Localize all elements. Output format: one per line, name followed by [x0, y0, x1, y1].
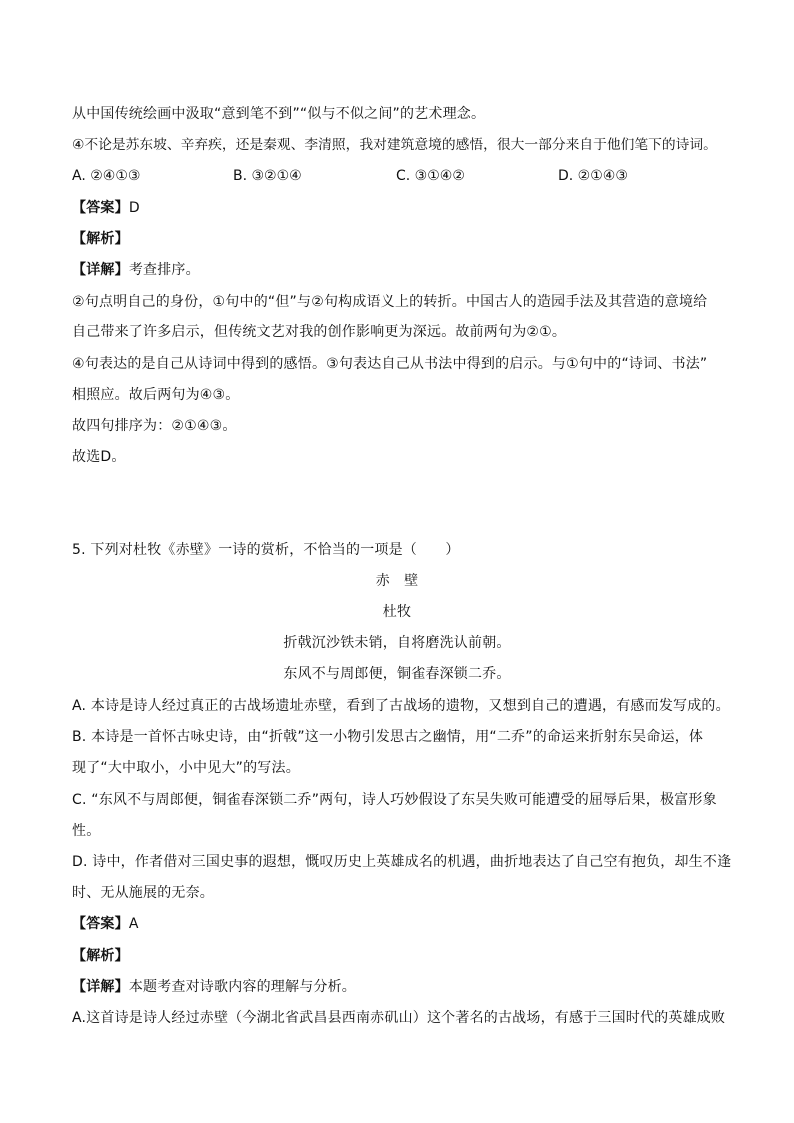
detail-tag: 【详解】: [72, 979, 129, 995]
detail-text: 本题考查对诗歌内容的理解与分析。: [128, 979, 357, 995]
q4-detail: [72, 260, 732, 280]
q5-option-d-cont: 时、无从施展的无奈。: [72, 885, 214, 901]
q4-answer: [72, 198, 732, 218]
q5-option-b-cont: 现了“大中取小，小中见大”的写法。: [72, 760, 300, 776]
poem-line: 折戟沉沙铁未销，自将磨洗认前朝。: [283, 635, 511, 651]
q4-detail-line: ②句点明自己的身份，①句中的“但”与②句构成语义上的转折。中国古人的造园手法及其营造的意境给: [72, 294, 708, 310]
detail-tag: 【详解】: [72, 262, 129, 278]
q5-option-b: B. 本诗是一首怀古咏史诗，由“折戟”这一小物引发思古之幽情，用“二乔”的命运来折射东吴命运，体: [72, 729, 704, 745]
q5-analysis-tag: 【解析】: [72, 948, 129, 964]
answer-tag: 【答案】: [72, 916, 129, 932]
q4-detail-line: 故选D。: [72, 449, 126, 465]
q4-text-line: ④不论是苏东坡、辛弃疾，还是秦观、李清照，我对建筑意境的感悟，很大一部分来自于他们笔下的诗词。: [72, 137, 717, 153]
q5-option-d: D. 诗中，作者借对三国史事的遐想，慨叹历史上英雄成名的机遇，曲折地表达了自己空有抱负，却生不逢: [72, 854, 732, 870]
q5-stem: 5. 下列对杜牧《赤壁》一诗的赏析，不恰当的一项是（ ）: [72, 542, 460, 558]
q5-option-a: A. 本诗是诗人经过真正的古战场遗址赤壁，看到了古战场的遗物，又想到自己的遭遇，有感而发写成的。: [72, 698, 730, 714]
answer-tag: 【答案】: [72, 200, 129, 216]
q4-option-c: C. ③①④②: [396, 168, 465, 184]
answer-value: D: [128, 200, 140, 216]
q4-option-a: A. ②④①③: [72, 168, 141, 184]
detail-text: 考查排序。: [128, 262, 200, 278]
q5-answer: [72, 914, 732, 934]
q4-detail-line: 自己带来了许多启示，但传统文艺对我的创作影响更为深远。故前两句为②①。: [72, 324, 567, 340]
q4-analysis-tag: 【解析】: [72, 231, 129, 247]
q5-option-c: C. “东风不与周郎便，铜雀春深锁二乔”两句，诗人巧妙假设了东吴失败可能遭受的屈辱后果，极富形象: [72, 792, 717, 808]
q4-detail-line: ④句表达的是自己从诗词中得到的感悟。③句表达自己从书法中得到的启示。与①句中的“诗词、书法”: [72, 356, 708, 372]
q4-detail-line: 故四句排序为：②①④③。: [72, 418, 237, 434]
q4-option-b: B. ③②①④: [233, 168, 302, 184]
q5-detail-line: A.这首诗是诗人经过赤壁（今湖北省武昌县西南赤矶山）这个著名的古战场，有感于三国时代的英雄成败: [72, 1010, 726, 1026]
answer-value: A: [128, 916, 139, 932]
poem-author: 杜牧: [382, 604, 412, 620]
poem-title: 赤 壁: [375, 573, 419, 589]
q5-detail: [72, 977, 732, 997]
q4-text-line: 从中国传统绘画中汲取“意到笔不到”“似与不似之间”的艺术理念。: [72, 106, 486, 122]
q4-option-d: D. ②①④③: [558, 168, 628, 184]
q4-detail-line: 相照应。故后两句为④③。: [72, 387, 240, 403]
poem-line: 东风不与周郎便，铜雀春深锁二乔。: [283, 666, 511, 682]
q5-option-c-cont: 性。: [72, 823, 101, 839]
